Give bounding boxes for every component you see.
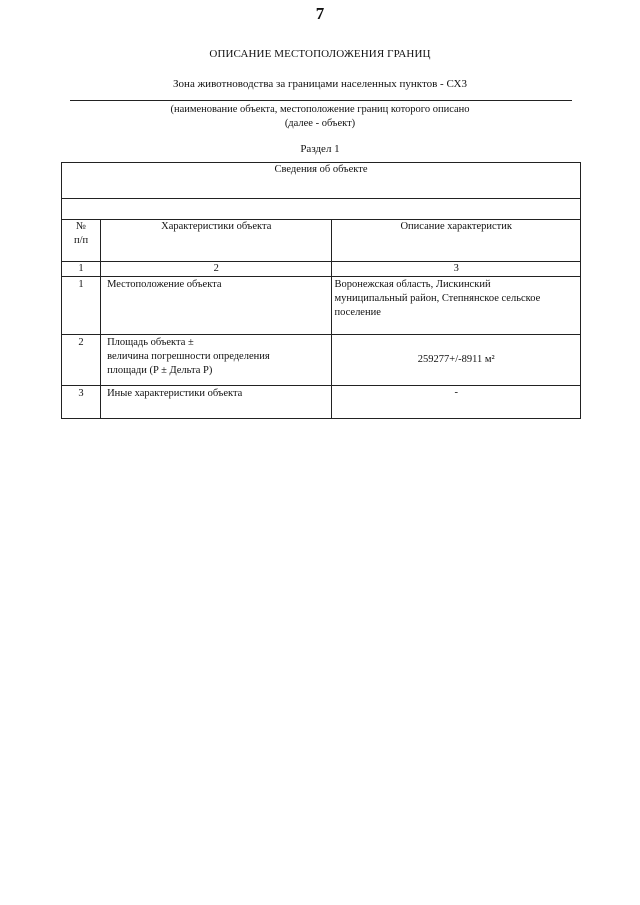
column-number-row bbox=[62, 262, 581, 277]
object-name-caption bbox=[0, 103, 640, 131]
column-header-row bbox=[62, 220, 581, 262]
row-characteristic bbox=[101, 335, 332, 386]
table-blank-cell bbox=[62, 199, 581, 220]
table-header-row bbox=[62, 163, 581, 199]
document-title: ОПИСАНИЕ МЕСТОПОЛОЖЕНИЯ ГРАНИЦ bbox=[209, 48, 431, 60]
row-characteristic-line: Площадь объекта ± bbox=[107, 337, 194, 348]
table-row bbox=[62, 335, 581, 386]
row-description-line: Воронежская область, Лискинский bbox=[334, 279, 491, 290]
section-label: Раздел 1 bbox=[300, 143, 340, 155]
column-header-num-line-1: № bbox=[76, 221, 87, 232]
row-description: 259277+/-8911 м² bbox=[332, 335, 581, 386]
column-header-description: Описание характеристик bbox=[332, 220, 581, 262]
row-description-line: поселение bbox=[334, 307, 381, 318]
caption-line-2: (далее - объект) bbox=[284, 118, 356, 129]
row-characteristic bbox=[101, 277, 332, 335]
column-header-num-line-2: п/п bbox=[73, 235, 89, 246]
column-header-num bbox=[62, 220, 101, 262]
object-info-table bbox=[61, 162, 581, 419]
row-characteristic-line: Местоположение объекта bbox=[107, 279, 222, 290]
table-blank-row bbox=[62, 199, 581, 220]
column-number-3: 3 bbox=[332, 262, 581, 277]
row-characteristic-line: величина погрешности определения bbox=[107, 351, 270, 362]
object-name: Зона животноводства за границами населенных пунктов - СХ3 bbox=[173, 78, 467, 90]
row-description: - bbox=[332, 386, 581, 419]
column-header-characteristics: Характеристики объекта bbox=[101, 220, 332, 262]
table-header: Сведения об объекте bbox=[62, 163, 581, 199]
row-description bbox=[332, 277, 581, 335]
column-number-2: 2 bbox=[101, 262, 332, 277]
object-name-underline bbox=[70, 100, 572, 101]
row-description-line: муниципальный район, Степнянское сельское bbox=[334, 293, 541, 304]
row-number: 3 bbox=[62, 386, 101, 419]
table-row bbox=[62, 277, 581, 335]
page-number: 7 bbox=[315, 4, 325, 23]
column-number-1: 1 bbox=[62, 262, 101, 277]
row-characteristic bbox=[101, 386, 332, 419]
row-number: 1 bbox=[62, 277, 101, 335]
caption-line-1: (наименование объекта, местоположение границ которого описано bbox=[170, 104, 470, 115]
row-characteristic-line: площади (P ± Дельта P) bbox=[107, 365, 213, 376]
row-characteristic-line: Иные характеристики объекта bbox=[107, 388, 243, 399]
table-row bbox=[62, 386, 581, 419]
row-number: 2 bbox=[62, 335, 101, 386]
